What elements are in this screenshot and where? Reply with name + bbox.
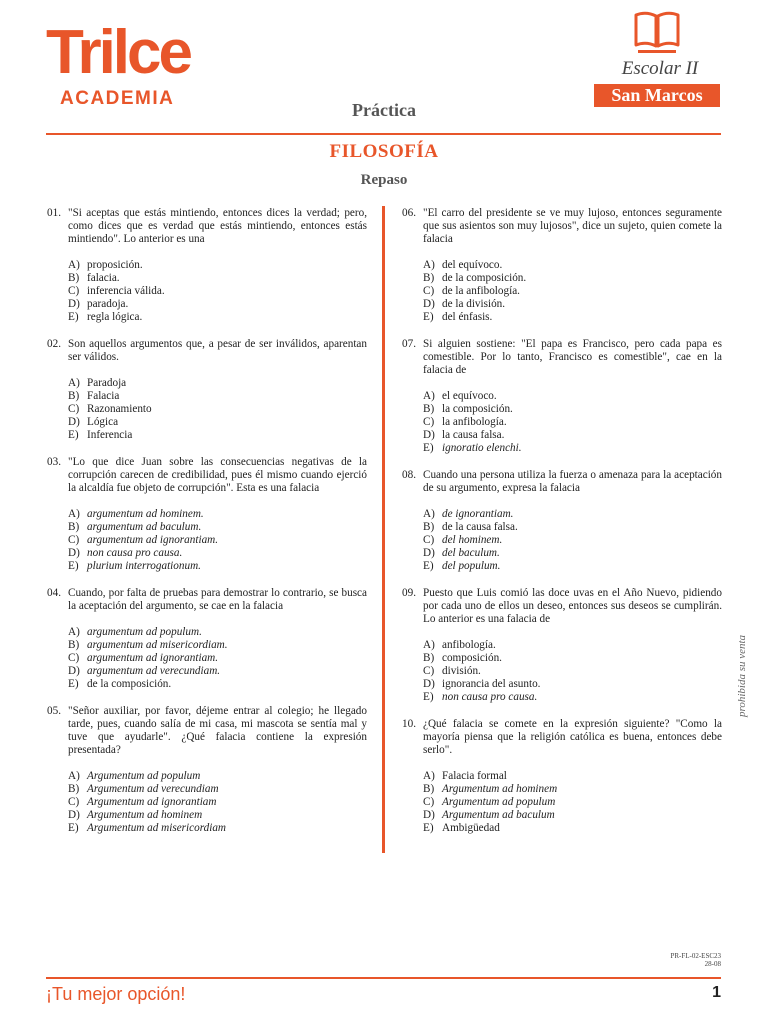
option-letter: A)	[68, 377, 80, 389]
option-text: Falacia formal	[442, 770, 507, 782]
answer-option	[423, 534, 722, 547]
option-letter: B)	[68, 639, 80, 651]
option-text: de la anfibología.	[442, 285, 520, 297]
question-block	[402, 587, 722, 704]
option-text: inferencia válida.	[87, 285, 165, 297]
question-block	[47, 207, 367, 324]
question-stem	[47, 207, 367, 246]
answer-option	[68, 770, 367, 783]
answer-option	[423, 652, 722, 665]
option-letter: D)	[68, 809, 80, 821]
question-number: 08.	[402, 469, 416, 481]
column-divider	[382, 206, 385, 853]
answer-option	[423, 508, 722, 521]
question-number: 01.	[47, 207, 61, 219]
option-text: Argumentum ad populum	[87, 770, 201, 782]
question-text: "Lo que dice Juan sobre las consecuencias negativas de la corrupción carecen de credibilidad, pues él mismo cuando ejerció la alcaldía fue objeto de corrupción". Esta es una falacia	[68, 456, 367, 494]
question-text: Cuando una persona utiliza la fuerza o amenaza para la aceptación de su argumento, expresa la falacia	[423, 469, 722, 494]
option-letter: A)	[423, 770, 435, 782]
answer-option	[423, 796, 722, 809]
answer-options	[47, 770, 367, 835]
option-text: división.	[442, 665, 481, 677]
answer-option	[68, 652, 367, 665]
answer-option	[423, 639, 722, 652]
answer-options	[402, 508, 722, 573]
answer-option	[423, 259, 722, 272]
answer-option	[423, 521, 722, 534]
answer-option	[423, 770, 722, 783]
option-letter: D)	[423, 809, 435, 821]
answer-option	[423, 547, 722, 560]
option-letter: B)	[423, 521, 435, 533]
question-number: 07.	[402, 338, 416, 350]
question-block	[402, 718, 722, 835]
option-letter: A)	[423, 508, 435, 520]
option-text: de la división.	[442, 298, 506, 310]
question-block	[402, 207, 722, 324]
question-block	[402, 469, 722, 573]
question-text: "El carro del presidente se ve muy lujoso, entonces seguramente que sus asientos son muy lujosos", dice un sujeto, quien comete la falacia	[423, 207, 722, 245]
topic-title: Repaso	[360, 172, 408, 188]
question-text: Puesto que Luis comió las doce uvas en el Año Nuevo, pidiendo por cada uno de ellos un deseo, entonces sus deseos se cumplirán. Lo anterior es una falacia de	[423, 587, 722, 625]
option-text: del equívoco.	[442, 259, 503, 271]
side-note	[727, 620, 757, 740]
option-letter: B)	[423, 783, 435, 795]
question-stem	[47, 705, 367, 757]
option-text: argumentum ad verecundiam.	[87, 665, 221, 677]
option-letter: E)	[68, 311, 79, 323]
option-letter: C)	[68, 285, 80, 297]
option-text: Argumentum ad hominem	[442, 783, 558, 795]
answer-option	[423, 403, 722, 416]
answer-option	[423, 678, 722, 691]
question-block	[47, 587, 367, 691]
question-block	[47, 705, 367, 835]
option-text: non causa pro causa.	[87, 547, 183, 559]
option-text: paradoja.	[87, 298, 129, 310]
footer-slogan: ¡Tu mejor opción!	[46, 984, 186, 1004]
question-number: 02.	[47, 338, 61, 350]
option-letter: E)	[423, 822, 434, 834]
answer-option	[423, 665, 722, 678]
answer-option	[68, 560, 367, 573]
option-letter: B)	[423, 652, 435, 664]
option-letter: D)	[68, 298, 80, 310]
option-letter: C)	[423, 665, 435, 677]
page-number: 1	[712, 984, 721, 1001]
answer-options	[47, 377, 367, 442]
answer-option	[423, 416, 722, 429]
brand-subtitle: ACADEMIA	[60, 88, 175, 109]
question-text: Si alguien sostiene: "El papa es Francisco, pero cada papa es comestible. Por lo tanto, Francisco es comestible", cae en la falacia de	[423, 338, 722, 376]
option-letter: E)	[68, 429, 79, 441]
question-number: 05.	[47, 705, 61, 717]
answer-option	[68, 521, 367, 534]
option-text: Falacia	[87, 390, 120, 402]
option-letter: C)	[423, 416, 435, 428]
option-letter: C)	[423, 534, 435, 546]
answer-option	[68, 259, 367, 272]
option-letter: E)	[68, 678, 79, 690]
section-title: Práctica	[352, 100, 416, 120]
question-text: Cuando, por falta de pruebas para demostrar lo contrario, se busca la aceptación del argumento, se cae en la falacia	[68, 587, 367, 612]
option-text: Argumentum ad verecundiam	[87, 783, 219, 795]
answer-option	[423, 311, 722, 324]
option-letter: A)	[68, 508, 80, 520]
answer-option	[68, 403, 367, 416]
option-text: non causa pro causa.	[442, 691, 538, 703]
option-text: del baculum.	[442, 547, 500, 559]
answer-option	[68, 547, 367, 560]
option-text: Argumentum ad baculum	[442, 809, 555, 821]
open-book-icon	[632, 10, 682, 56]
answer-options	[402, 390, 722, 455]
option-letter: B)	[68, 521, 80, 533]
answer-option	[423, 298, 722, 311]
option-letter: E)	[68, 822, 79, 834]
option-text: del énfasis.	[442, 311, 493, 323]
question-stem	[47, 456, 367, 495]
answer-option	[423, 809, 722, 822]
answer-option	[423, 560, 722, 573]
header-divider	[46, 133, 721, 135]
option-letter: D)	[423, 547, 435, 559]
option-letter: D)	[423, 429, 435, 441]
answer-option	[68, 534, 367, 547]
option-letter: B)	[423, 403, 435, 415]
question-stem	[402, 207, 722, 246]
option-text: el equívoco.	[442, 390, 497, 402]
answer-option	[68, 678, 367, 691]
option-text: Argumentum ad populum	[442, 796, 556, 808]
footer-divider	[46, 977, 721, 979]
question-text: ¿Qué falacia se comete en la expresión siguiente? "Como la mayoría piensa que la religión católica es buena, entonces debe serlo".	[423, 718, 722, 756]
question-stem	[402, 338, 722, 377]
question-number: 06.	[402, 207, 416, 219]
questions-left-column	[47, 207, 367, 835]
answer-option	[68, 783, 367, 796]
answer-option	[68, 796, 367, 809]
option-text: composición.	[442, 652, 502, 664]
option-text: argumentum ad misericordiam.	[87, 639, 228, 651]
answer-option	[68, 272, 367, 285]
answer-option	[423, 822, 722, 835]
option-text: del hominem.	[442, 534, 503, 546]
answer-options	[47, 259, 367, 324]
option-text: argumentum ad ignorantiam.	[87, 534, 219, 546]
option-text: Argumentum ad ignorantiam	[87, 796, 217, 808]
option-letter: C)	[68, 652, 80, 664]
option-letter: B)	[68, 783, 80, 795]
level-label: Escolar II	[621, 58, 699, 79]
question-text: "Señor auxiliar, por favor, déjeme entrar al colegio; he llegado tarde, pues, cuando salía de mi casa, mi mascota se sentía mal y tuve que ayudarle". ¿Qué falacia contiene la expresión presentada?	[68, 705, 367, 756]
question-number: 10.	[402, 718, 416, 730]
answer-option	[68, 626, 367, 639]
option-text: Razonamiento	[87, 403, 152, 415]
answer-options	[402, 770, 722, 835]
answer-option	[68, 416, 367, 429]
option-text: argumentum ad ignorantiam.	[87, 652, 219, 664]
answer-option	[68, 822, 367, 835]
question-text: Son aquellos argumentos que, a pesar de ser inválidos, aparentan ser válidos.	[68, 338, 367, 363]
option-text: Argumentum ad hominem	[87, 809, 203, 821]
option-letter: E)	[423, 311, 434, 323]
option-text: argumentum ad baculum.	[87, 521, 202, 533]
option-text: de la composición.	[442, 272, 527, 284]
option-text: ignoratio elenchi.	[442, 442, 522, 454]
option-letter: B)	[68, 272, 80, 284]
option-letter: A)	[68, 626, 80, 638]
question-stem	[47, 338, 367, 364]
answer-option	[68, 311, 367, 324]
answer-option	[68, 429, 367, 442]
question-number: 04.	[47, 587, 61, 599]
question-stem	[402, 469, 722, 495]
answer-option	[423, 272, 722, 285]
option-text: la causa falsa.	[442, 429, 505, 441]
option-text: Paradoja	[87, 377, 127, 389]
document-code-date: 28-08	[704, 960, 721, 968]
option-letter: B)	[423, 272, 435, 284]
answer-option	[68, 390, 367, 403]
question-number: 03.	[47, 456, 61, 468]
option-text: anfibología.	[442, 639, 496, 651]
option-text: proposición.	[87, 259, 143, 271]
option-letter: C)	[423, 285, 435, 297]
option-letter: D)	[68, 547, 80, 559]
option-letter: D)	[423, 298, 435, 310]
option-text: Ambigüedad	[442, 822, 500, 834]
answer-options	[402, 639, 722, 704]
option-text: ignorancia del asunto.	[442, 678, 541, 690]
answer-option	[68, 298, 367, 311]
option-text: argumentum ad populum.	[87, 626, 202, 638]
answer-option	[423, 442, 722, 455]
option-letter: A)	[68, 259, 80, 271]
option-text: Inferencia	[87, 429, 133, 441]
option-letter: A)	[68, 770, 80, 782]
option-text: Argumentum ad misericordiam	[87, 822, 227, 834]
document-code-line: PR-FL-02-ESC23	[670, 952, 721, 960]
option-letter: C)	[423, 796, 435, 808]
option-letter: E)	[423, 691, 434, 703]
questions-right-column	[402, 207, 722, 835]
answer-option	[423, 691, 722, 704]
option-text: falacia.	[87, 272, 120, 284]
option-text: Lógica	[87, 416, 119, 428]
option-text: del populum.	[442, 560, 501, 572]
option-letter: C)	[68, 534, 80, 546]
answer-option	[68, 508, 367, 521]
option-letter: A)	[423, 259, 435, 271]
question-number: 09.	[402, 587, 416, 599]
answer-option	[68, 285, 367, 298]
subject-title: FILOSOFÍA	[329, 141, 439, 162]
answer-option	[68, 665, 367, 678]
option-letter: A)	[423, 390, 435, 402]
option-text: la anfibología.	[442, 416, 507, 428]
question-stem	[402, 718, 722, 757]
option-text: de la composición.	[87, 678, 172, 690]
option-letter: E)	[423, 442, 434, 454]
answer-option	[423, 285, 722, 298]
answer-option	[423, 429, 722, 442]
answer-options	[47, 508, 367, 573]
option-letter: E)	[423, 560, 434, 572]
option-text: regla lógica.	[87, 311, 143, 323]
question-block	[47, 456, 367, 573]
answer-options	[402, 259, 722, 324]
option-letter: D)	[423, 678, 435, 690]
option-text: de la causa falsa.	[442, 521, 518, 533]
question-stem	[47, 587, 367, 613]
answer-options	[47, 626, 367, 691]
brand-logo: Trilce	[46, 18, 190, 87]
option-text: argumentum ad hominem.	[87, 508, 204, 520]
answer-option	[68, 809, 367, 822]
option-letter: C)	[68, 796, 80, 808]
question-text: "Si aceptas que estás mintiendo, entonces dices la verdad; pero, como dices que es verdad que estás mintiendo, entonces estás mintiendo". Lo anterior es una	[68, 207, 367, 245]
option-letter: B)	[68, 390, 80, 402]
option-letter: D)	[68, 665, 80, 677]
option-text: de ignorantiam.	[442, 508, 514, 520]
option-letter: E)	[68, 560, 79, 572]
answer-option	[423, 783, 722, 796]
answer-option	[423, 390, 722, 403]
side-note-text: prohibida su venta	[736, 634, 748, 718]
option-letter: A)	[423, 639, 435, 651]
question-block	[47, 338, 367, 442]
answer-option	[68, 639, 367, 652]
option-text: la composición.	[442, 403, 513, 415]
question-block	[402, 338, 722, 455]
option-letter: D)	[68, 416, 80, 428]
document-code	[600, 952, 721, 968]
option-letter: C)	[68, 403, 80, 415]
option-text: plurium interrogationum.	[87, 560, 201, 572]
campus-badge: San Marcos	[594, 84, 720, 107]
question-stem	[402, 587, 722, 626]
answer-option	[68, 377, 367, 390]
